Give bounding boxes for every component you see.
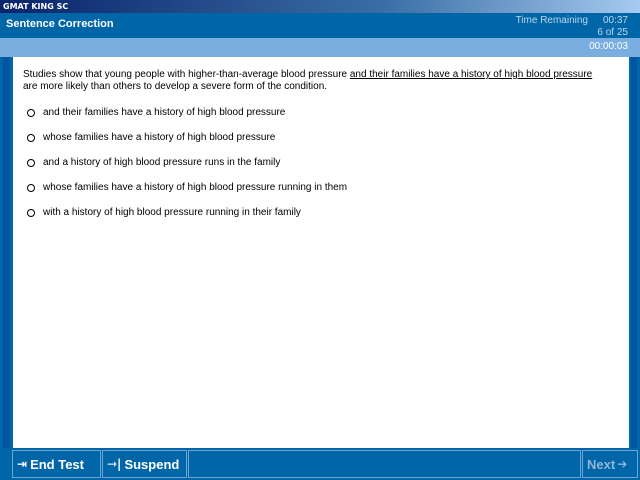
choice-label: whose families have a history of high blood pressure [43,132,276,143]
question-stem [23,69,603,93]
elapsed-bar [0,38,640,57]
section-title: Sentence Correction [6,18,114,30]
time-remaining-value: 00:37 [602,15,628,26]
radio-button-e[interactable] [27,209,35,217]
next-label: Next [587,456,616,472]
choice-label: with a history of high blood pressure running in their family [43,207,301,218]
answer-choice-d[interactable] [27,182,347,207]
answer-choice-c[interactable] [27,157,347,182]
time-remaining-label: Time Remaining [515,15,588,26]
suspend-label: Suspend [124,456,180,472]
stem-underlined-text: and their families have a history of high blood pressure [349,69,593,80]
radio-button-d[interactable] [27,184,35,192]
radio-button-c[interactable] [27,159,35,167]
arrow-right-icon: ➔ [617,457,628,471]
radio-button-b[interactable] [27,134,35,142]
answer-choice-b[interactable] [27,132,347,157]
question-counter: 6 of 25 [597,27,628,38]
pause-arrow-icon: ⇾| [107,457,122,471]
answer-choice-e[interactable] [27,207,347,232]
answer-choice-a[interactable] [27,107,347,132]
elapsed-time: 00:00:03 [589,41,628,52]
stem-text-after: are more likely than others to develop a severe form of the condition. [23,81,328,92]
footer-toolbar [0,448,640,480]
choice-label: and a history of high blood pressure runs in the family [43,157,281,168]
left-border [0,57,13,448]
header-bar [0,13,640,38]
stem-text-before: Studies show that young people with higher-than-average blood pressure [23,69,350,80]
end-test-button[interactable] [12,450,101,478]
exit-icon: ⇥ [17,457,28,471]
window-title: GMAT KING SC [0,0,640,13]
choice-label: and their families have a history of high blood pressure [43,107,286,118]
end-test-label: End Test [30,456,84,472]
choice-label: whose families have a history of high blood pressure running in them [43,182,348,193]
footer-spacer [188,450,581,478]
radio-button-a[interactable] [27,109,35,117]
right-border [629,57,640,448]
next-button[interactable] [582,450,638,478]
answer-choices [27,107,347,232]
question-panel [13,57,629,448]
suspend-button[interactable] [102,450,187,478]
